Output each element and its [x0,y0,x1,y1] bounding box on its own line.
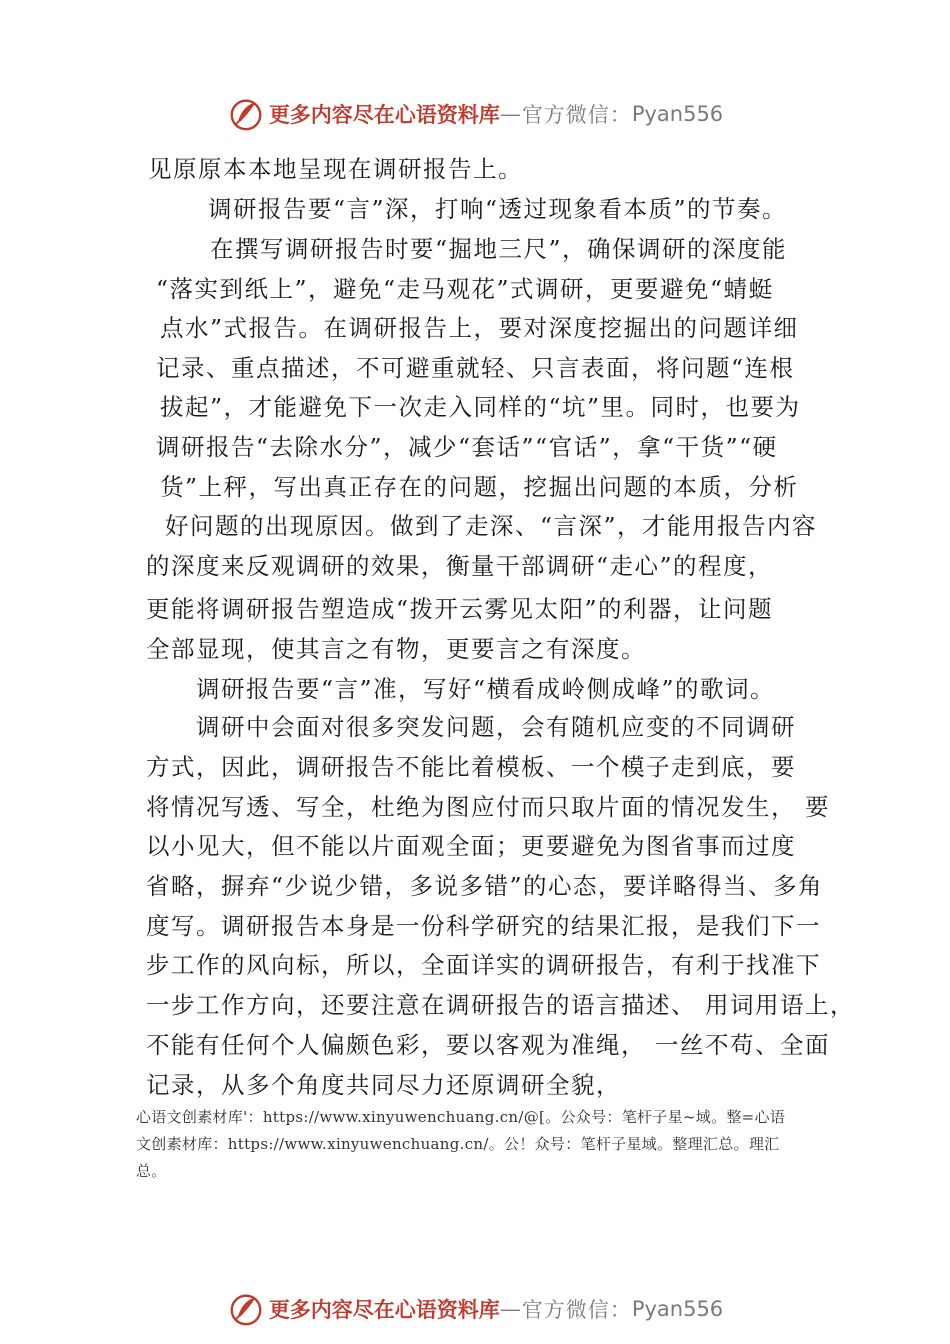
banner-wechat-id: Pyan556 [631,102,724,126]
banner-wechat-label: 官方微信： [521,103,632,127]
text-line: 货”上秤，写出真正存在的问题，挖掘出问题的本质，分析 [160,473,799,501]
text-line: 更能将调研报告塑造成“拨开云雾见太阳”的利器，让问题 [146,595,774,623]
brand-logo-icon [227,95,265,133]
text-line: 调研报告“去除水分”，减少“套话”“官话”，拿“干货”“硬 [156,433,778,461]
text-line: 省略，摒弃“少说少错，多说多错”的心态，要详略得当、多角 [146,872,824,900]
text-line: 调研报告要“言”深，打响“透过现象看本质”的节奏。 [208,195,788,223]
text-line: 见原原本本地呈现在调研报告上。 [148,155,523,183]
footnote-line: 文创素材库：https://www.xinyuwenchuang.cn/。公！众号：笔杆子星域。整理汇总。理汇 [136,1135,780,1153]
text-line: 度写。调研报告本身是一份科学研究的结果汇报，是我们下一 [146,912,821,940]
text-line: 好问题的出现原因。做到了走深、“言深”，才能用报告内容 [165,512,818,540]
footer-banner [0,1289,950,1329]
text-line: “落实到纸上”，避免“走马观花”式调研，更要避免“蜻蜓 [156,275,774,303]
footnote-line: 总。 [136,1162,167,1180]
text-line: 以小见大，但不能以片面观全面；更要避免为图省事而过度 [146,832,796,860]
text-line: 步工作的风向标，所以，全面详实的调研报告，有利于找准下 [146,951,821,979]
text-line: 记录、重点描述，不可避重就轻、只言表面，将问题“连根 [156,354,795,382]
text-line: 记录，从多个角度共同尽力还原调研全貌， [146,1071,621,1099]
banner-wechat-id: Pyan556 [631,1297,724,1321]
text-line: 不能有任何个人偏颇色彩，要以客观为准绳， 一丝不苟、全面 [146,1031,830,1059]
text-line: 方式，因此，调研报告不能比着模板、一个模子走到底，要 [146,753,796,781]
text-line: 将情况写透、写全，杜绝为图应付而只取片面的情况发生， 要 [146,793,830,821]
text-line: 的深度来反观调研的效果，衡量干部调研“走心”的程度， [146,552,774,580]
banner-wechat-label: 官方微信： [521,1298,632,1322]
text-line: 在撰写调研报告时要“掘地三尺”，确保调研的深度能 [210,235,788,263]
banner-dash: — [499,1297,522,1321]
banner-site-name: 更多内容尽在心语资料库 [268,1297,500,1322]
text-line: 调研中会面对很多突发问题，会有随机应变的不同调研 [196,713,796,741]
header-banner [0,94,950,134]
text-line: 全部显现，使其言之有物，更要言之有深度。 [146,635,646,663]
banner-dash: — [499,102,522,126]
brand-logo-icon [227,1290,265,1328]
text-line: 点水”式报告。在调研报告上，要对深度挖掘出的问题详细 [160,314,799,342]
text-line: 调研报告要“言”准，写好“横看成岭侧成峰”的歌词。 [196,675,776,703]
text-line: 拔起”，才能避免下一次走入同样的“坑”里。同时，也要为 [160,393,801,421]
footnote-line: 心语文创素材库'：https://www.xinyuwenchuang.cn/@[。公众号：笔杆子星~域。整=心语 [136,1108,786,1126]
banner-site-name: 更多内容尽在心语资料库 [268,102,500,127]
text-line: 一步工作方向，还要注意在调研报告的语言描述、 用词用语上， [146,991,855,1019]
